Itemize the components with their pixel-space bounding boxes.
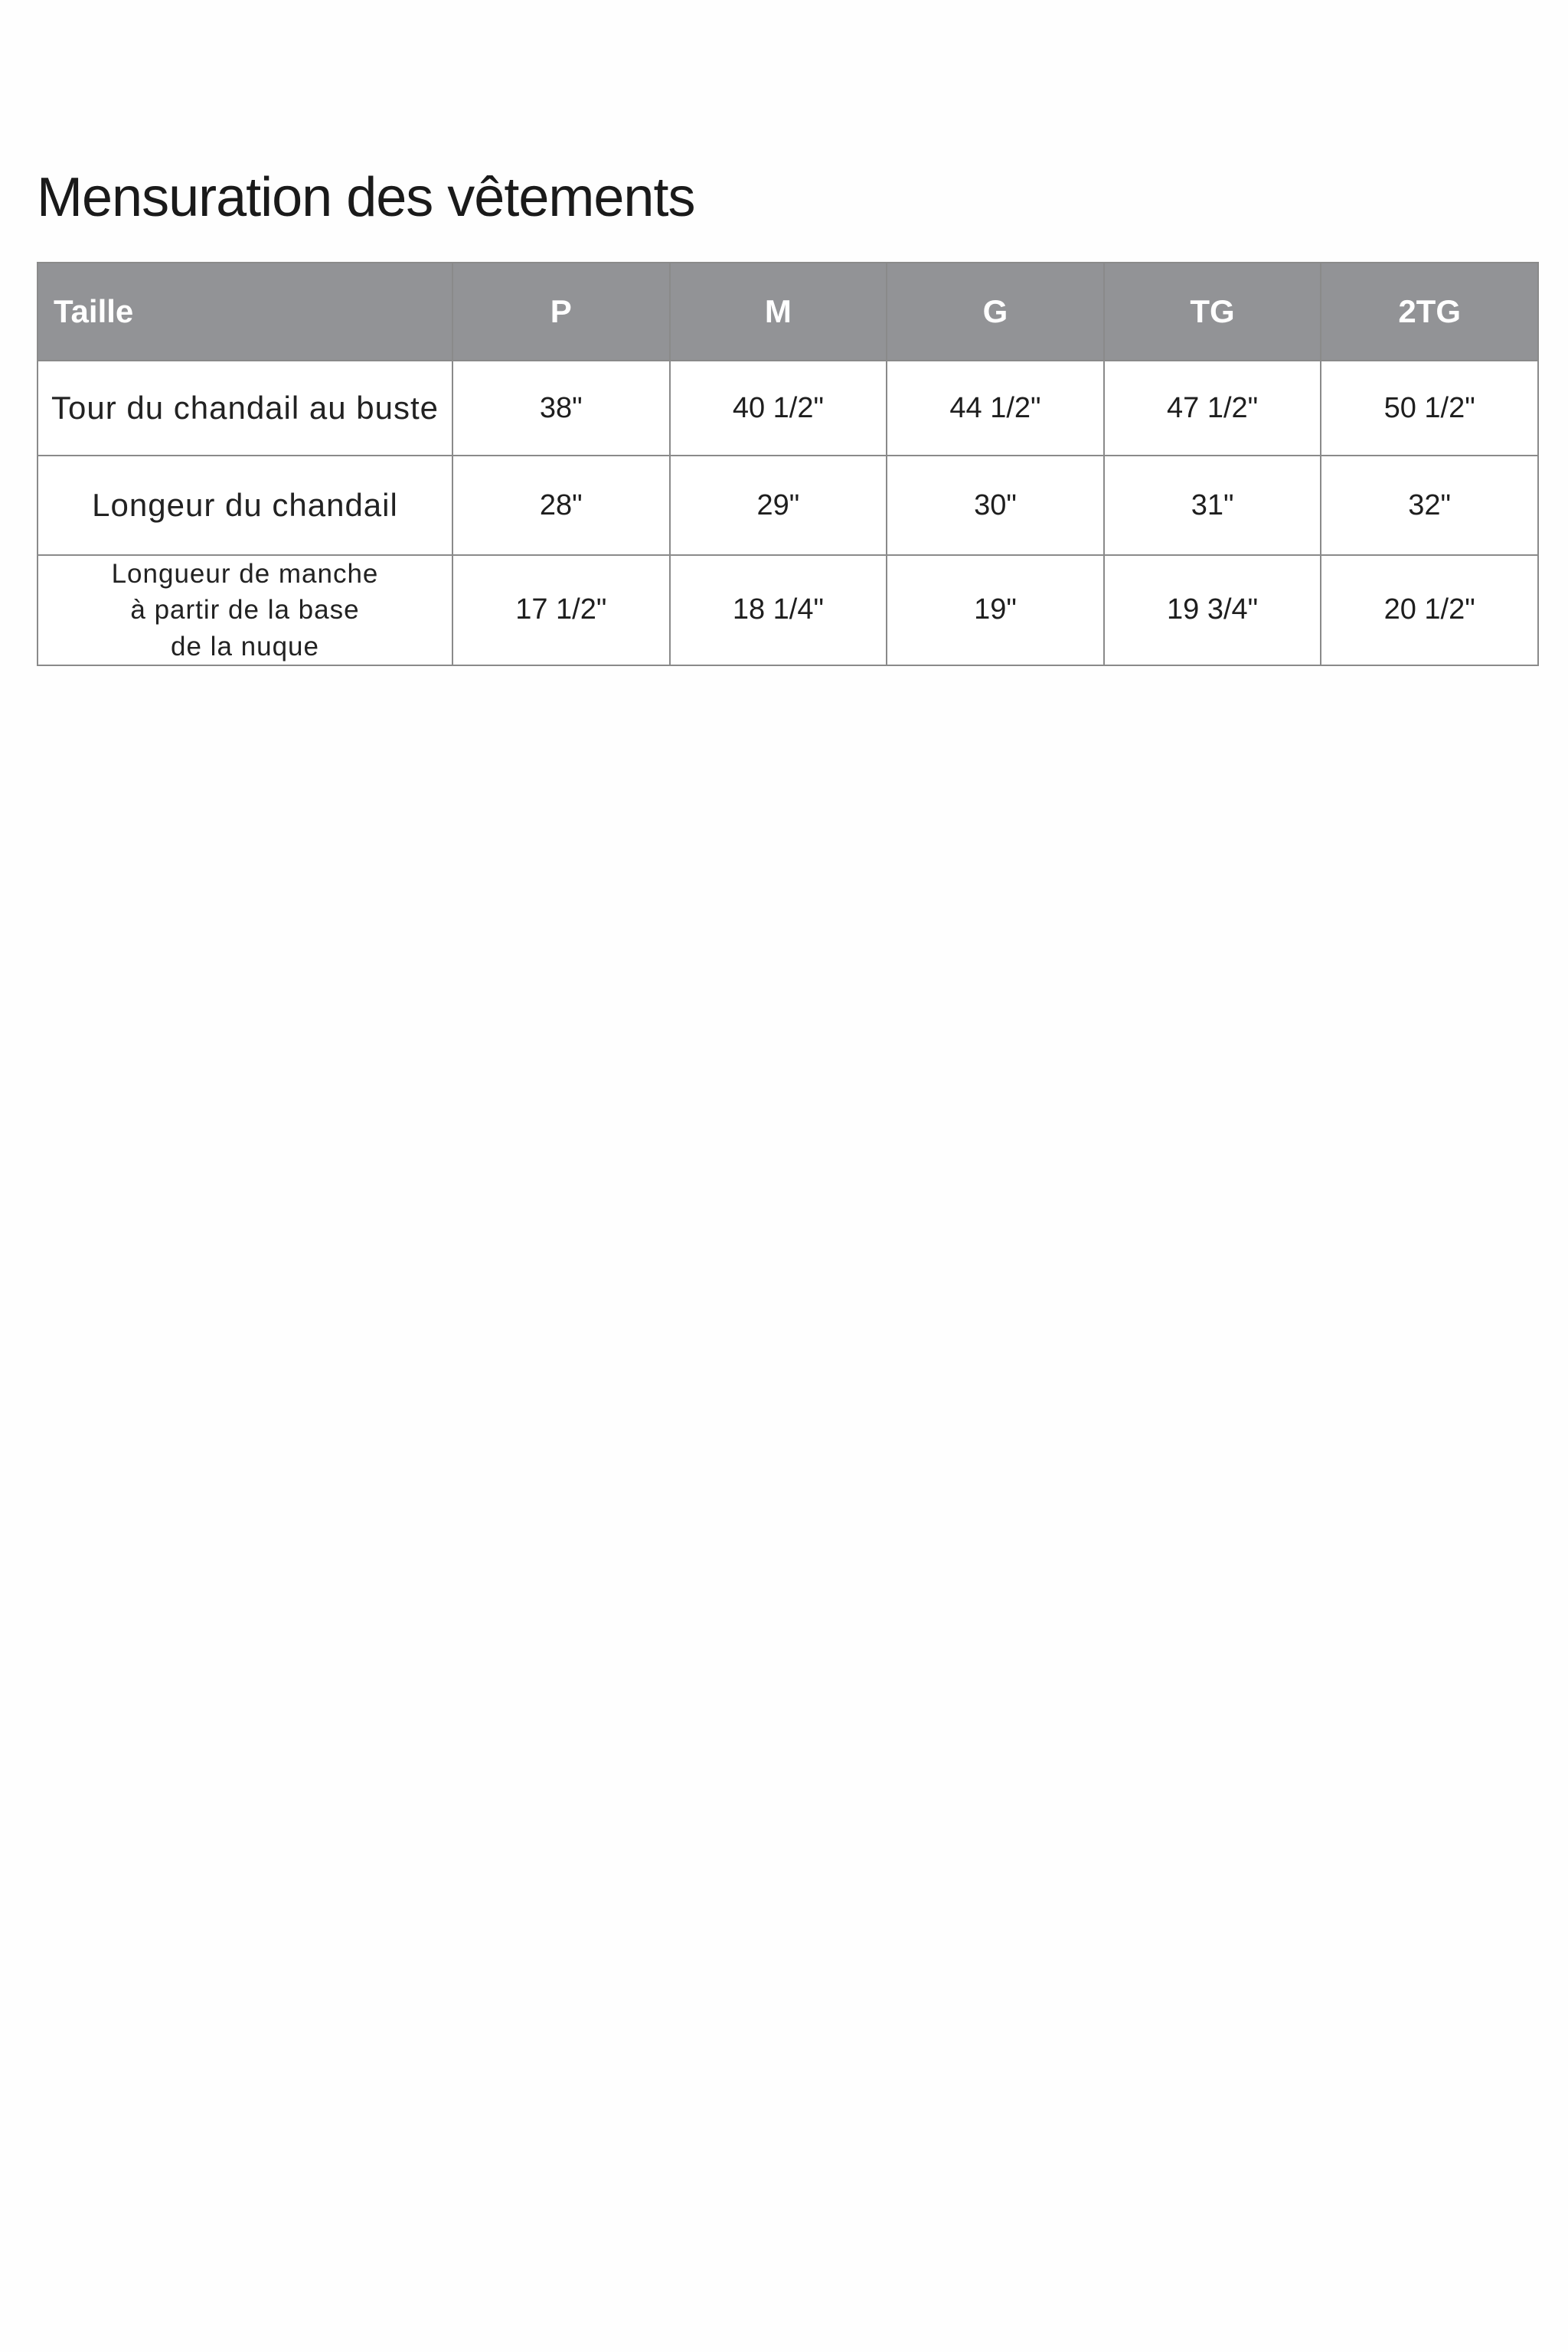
row-label-sleeve-line: de la nuque: [171, 631, 319, 662]
page-title: Mensuration des vêtements: [37, 167, 695, 228]
header-size-2tg: 2TG: [1321, 263, 1538, 361]
header-size-tg: TG: [1104, 263, 1321, 361]
row-label-sleeve-line: Longueur de manche: [111, 559, 379, 589]
table-cell: 28": [452, 456, 670, 555]
row-label-length: Longeur du chandail: [38, 456, 452, 555]
table-cell: 32": [1321, 456, 1538, 555]
header-size-label: Taille: [38, 263, 452, 361]
table-cell: 19": [887, 555, 1104, 665]
table-cell: 19 3/4": [1104, 555, 1321, 665]
table-row: [38, 456, 1538, 555]
table-cell: 47 1/2": [1104, 361, 1321, 456]
table-cell: 31": [1104, 456, 1321, 555]
table-cell: 18 1/4": [670, 555, 887, 665]
table-cell: 20 1/2": [1321, 555, 1538, 665]
table-cell: 17 1/2": [452, 555, 670, 665]
header-size-m: M: [670, 263, 887, 361]
table-row: [38, 361, 1538, 456]
row-label-sleeve-line: à partir de la base: [130, 595, 360, 626]
header-size-p: P: [452, 263, 670, 361]
header-size-g: G: [887, 263, 1104, 361]
row-label-bust: Tour du chandail au buste: [38, 361, 452, 456]
table-cell: 38": [452, 361, 670, 456]
table-cell: 40 1/2": [670, 361, 887, 456]
table-cell: 50 1/2": [1321, 361, 1538, 456]
size-chart-table: [37, 262, 1539, 666]
table-cell: 29": [670, 456, 887, 555]
table-header-row: [38, 263, 1538, 361]
table-row: [38, 555, 1538, 665]
row-label-sleeve: [38, 555, 452, 665]
table-cell: 30": [887, 456, 1104, 555]
table-cell: 44 1/2": [887, 361, 1104, 456]
